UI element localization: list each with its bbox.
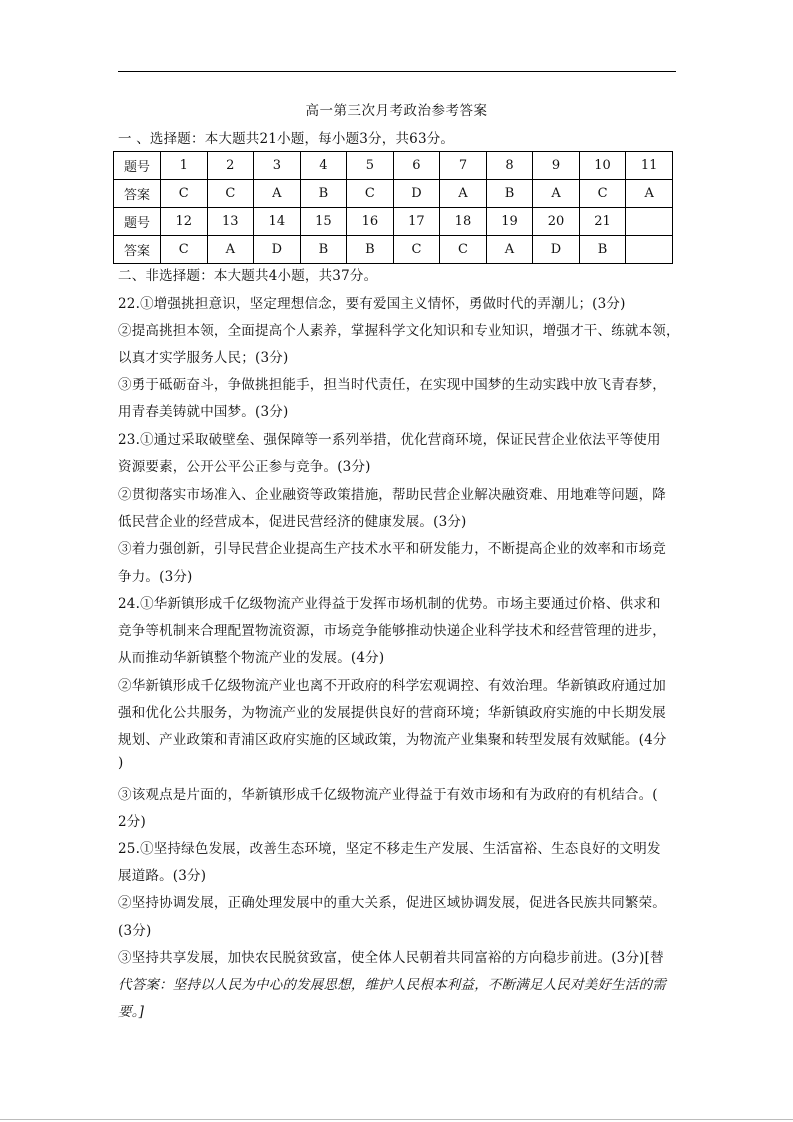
table-cell: A [440,180,487,208]
table-cell: B [300,236,347,264]
table-cell: 18 [440,208,487,236]
answer-line: ) [118,755,124,771]
answer-line: (3分) [118,923,152,939]
answer-line: 展道路。(3分) [118,868,207,884]
table-cell: A [533,180,580,208]
answer-line: 用青春美铸就中国梦。(3分) [118,404,289,420]
answer-line: 要。] [118,1004,145,1020]
table-cell [626,208,673,236]
table-cell: 21 [579,208,626,236]
table-cell: 1 [161,152,208,180]
table-cell: 2 [207,152,254,180]
table-cell: C [207,180,254,208]
table-row [114,236,673,264]
table-cell: C [579,180,626,208]
answer-line: 25.①坚持绿色发展，改善生态环境，坚定不移走生产发展、生活富裕、生态良好的文明发 [118,841,661,857]
answer-line: ③着力强创新，引导民营企业提高生产技术水平和研发能力，不断提高企业的效率和市场竞 [118,541,666,557]
table-row [114,208,673,236]
table-cell: B [347,236,394,264]
table-cell: B [486,180,533,208]
table-cell: C [161,236,208,264]
table-cell: 答案 [114,180,161,208]
table-cell: 4 [300,152,347,180]
answer-line: 低民营企业的经营成本，促进民营经济的健康发展。(3分) [118,514,467,530]
table-cell: A [254,180,301,208]
answer-line: 从而推动华新镇整个物流产业的发展。(4分) [118,650,385,666]
answer-line: ②坚持协调发展，正确处理发展中的重大关系，促进区域协调发展，促进各民族共同繁荣。 [118,895,666,911]
header-rule [118,71,676,72]
table-cell: 12 [161,208,208,236]
answer-line: ②提高挑担本领，全面提高个人素养，掌握科学文化知识和专业知识，增强才干、练就本领， [118,323,680,339]
table-cell: 20 [533,208,580,236]
table-cell: 19 [486,208,533,236]
table-cell: D [393,180,440,208]
table-cell: 8 [486,152,533,180]
table-row [114,152,673,180]
section-1-heading: 一 、选择题：本大题共21小题，每小题3分，共63分。 [118,131,455,147]
answer-line: ③勇于砥砺奋斗，争做挑担能手，担当时代责任，在实现中国梦的生动实践中放飞青春梦， [118,377,666,393]
table-cell: 5 [347,152,394,180]
table-cell: C [161,180,208,208]
table-cell: C [440,236,487,264]
answer-line: 竞争等机制来合理配置物流资源，市场竞争能够推动快递企业科学技术和经营管理的进步， [118,623,666,639]
table-cell: 10 [579,152,626,180]
table-cell: D [533,236,580,264]
table-cell: B [300,180,347,208]
answer-line: 规划、产业政策和青浦区政府实施的区域政策，为物流产业集聚和转型发展有效赋能。(4分 [118,732,667,748]
answer-line: ③坚持共享发展，加快农民脱贫致富，使全体人民朝着共同富裕的方向稳步前进。(3分)[替 [118,950,664,966]
answer-line: ②华新镇形成千亿级物流产业也离不开政府的科学宏观调控、有效治理。华新镇政府通过加 [118,678,666,694]
answer-table [113,151,673,264]
page-title: 高一第三次月考政治参考答案 [305,103,488,119]
answer-line: 24.①华新镇形成千亿级物流产业得益于发挥市场机制的优势。市场主要通过价格、供求和 [118,596,661,612]
answer-line: 代答案：坚持以人民为中心的发展思想，维护人民根本利益，不断满足人民对美好生活的需 [118,977,666,993]
table-cell: 17 [393,208,440,236]
table-cell: A [207,236,254,264]
table-cell: 15 [300,208,347,236]
table-cell: B [579,236,626,264]
table-cell: 答案 [114,236,161,264]
table-row [114,180,673,208]
table-cell: A [626,180,673,208]
table-cell: C [393,236,440,264]
answer-line: 2分) [118,814,146,830]
table-cell: 6 [393,152,440,180]
table-cell: 3 [254,152,301,180]
answer-line: 23.①通过采取破壁垒、强保障等一系列举措，优化营商环境，保证民营企业依法平等使用 [118,432,661,448]
table-cell: C [347,180,394,208]
table-cell: 7 [440,152,487,180]
table-cell: 13 [207,208,254,236]
answer-line: 争力。(3分) [118,569,193,585]
section-2-heading: 二、非选择题：本大题共4小题，共37分。 [118,268,378,284]
table-cell: 11 [626,152,673,180]
answer-line: 22.①增强挑担意识，坚定理想信念，要有爱国主义情怀，勇做时代的弄潮儿；(3分) [118,296,626,312]
footer-rule [0,1119,793,1120]
table-cell: 题号 [114,208,161,236]
table-cell [626,236,673,264]
table-cell: D [254,236,301,264]
table-cell: 16 [347,208,394,236]
answer-line: ②贯彻落实市场准入、企业融资等政策措施，帮助民营企业解决融资难、用地难等问题，降 [118,487,666,503]
table-cell: 14 [254,208,301,236]
table-cell: 题号 [114,152,161,180]
answer-line: 以真才实学服务人民；(3分) [118,350,289,366]
answer-line: 强和优化公共服务，为物流产业的发展提供良好的营商环境；华新镇政府实施的中长期发展 [118,705,666,721]
table-cell: A [486,236,533,264]
table-cell: 9 [533,152,580,180]
answer-line: 资源要素，公开公平公正参与竞争。(3分) [118,459,371,475]
answer-line: ③该观点是片面的，华新镇形成千亿级物流产业得益于有效市场和有为政府的有机结合。( [118,787,658,803]
